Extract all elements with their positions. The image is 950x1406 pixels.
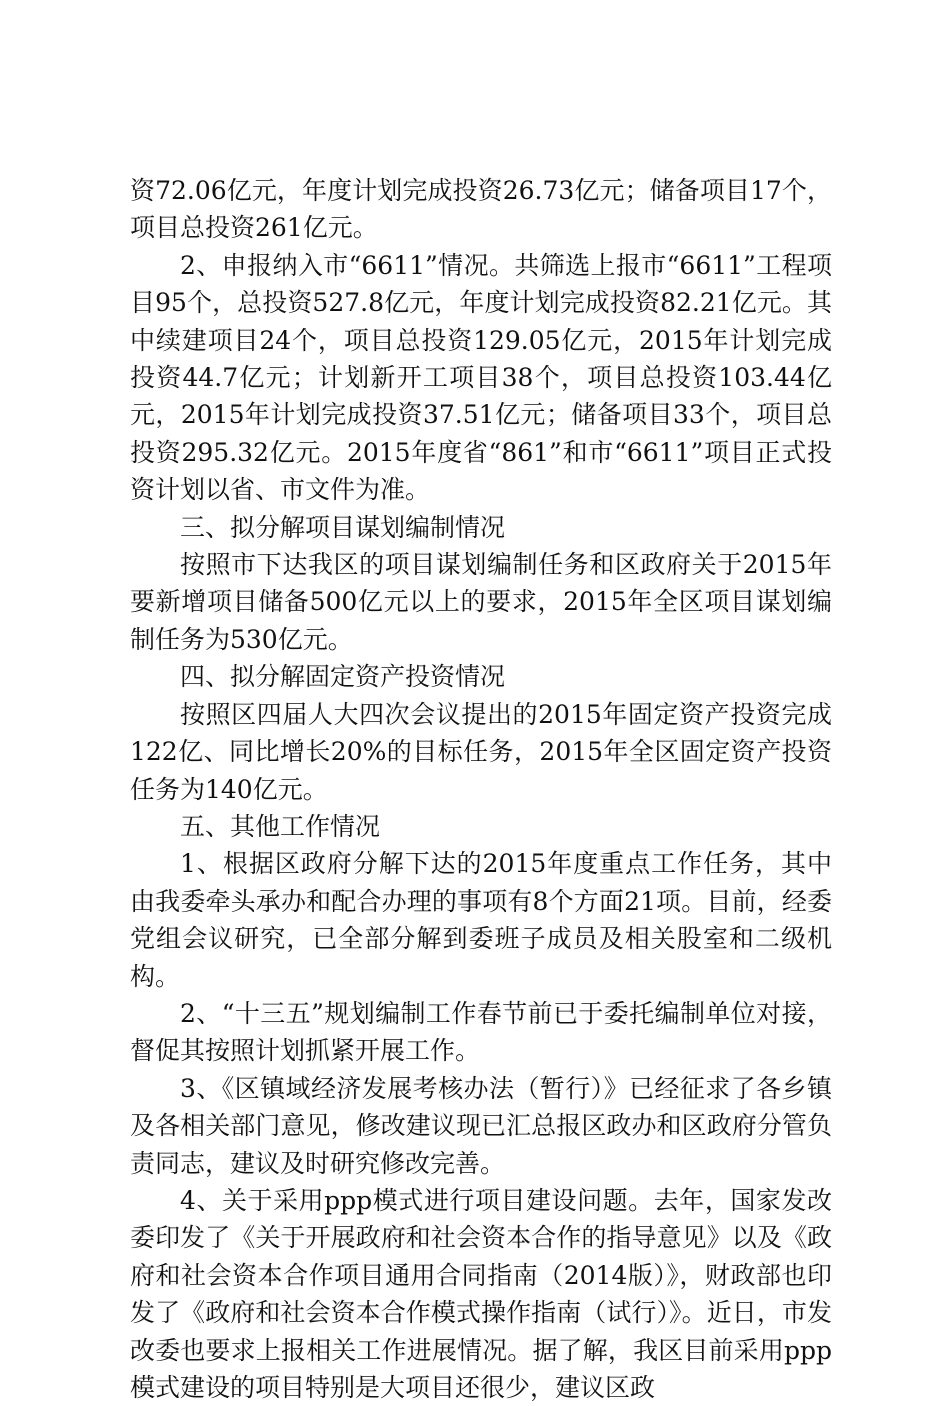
paragraph-6611-report: 2、申报纳入市“6611”情况。共筛选上报市“6611”工程项目95个，总投资527.8亿元，年度计划完成投资82.21亿元。其中续建项目24个，项目总投资129.05亿元，2015年计划完成投资44.7亿元；计划新开工项目38个，项目总投资103.44亿元，2015年计划完成投资37.51亿元；储备项目33个，项目总投资295.32亿元。2015年度省“861”和市“6611”项目正式投资计划以省、市文件为准。 [130, 250, 832, 505]
paragraph-project-planning: 按照市下达我区的项目谋划编制任务和区政府关于2015年要新增项目储备500亿元以上的要求，2015年全区项目谋划编制任务为530亿元。 [130, 550, 832, 654]
paragraph-fixed-asset-investment: 按照区四届人大四次会议提出的2015年固定资产投资完成122亿、同比增长20%的目标任务，2015年全区固定资产投资任务为140亿元。 [130, 699, 832, 804]
paragraph-continuation: 资72.06亿元，年度计划完成投资26.73亿元；储备项目17个，项目总投资261亿元。 [130, 176, 832, 243]
paragraph-assessment-method: 3、《区镇域经济发展考核办法（暂行）》已经征求了各乡镇及各相关部门意见，修改建议现已汇总报区政办和区政府分管负责同志，建议及时研究修改完善。 [130, 1073, 832, 1178]
section-heading-4: 四、拟分解固定资产投资情况 [180, 662, 506, 692]
section-heading-3: 三、拟分解项目谋划编制情况 [180, 512, 506, 542]
section-heading-5: 五、其他工作情况 [180, 811, 381, 841]
paragraph-key-tasks: 1、根据区政府分解下达的2015年度重点工作任务，其中由我委牵头承办和配合办理的事项有8个方面21项。目前，经委党组会议研究，已全部分解到委班子成员及相关股室和二级机构。 [130, 849, 832, 991]
paragraph-13th-five-year-plan: 2、“十三五”规划编制工作春节前已于委托编制单位对接，督促其按照计划抓紧开展工作。 [130, 998, 832, 1066]
paragraph-ppp-model: 4、关于采用ppp模式进行项目建设问题。去年，国家发改委印发了《关于开展政府和社会资本合作的指导意见》以及《政府和社会资本合作项目通用合同指南（2014版）》，财政部也印发了《政府和社会资本合作模式操作指南（试行）》。近日，市发改委也要求上报相关工作进展情况。据了解，我区目前采用ppp模式建设的项目特别是大项目还很少，建议区政 [130, 1185, 832, 1402]
document-body [130, 172, 832, 1406]
